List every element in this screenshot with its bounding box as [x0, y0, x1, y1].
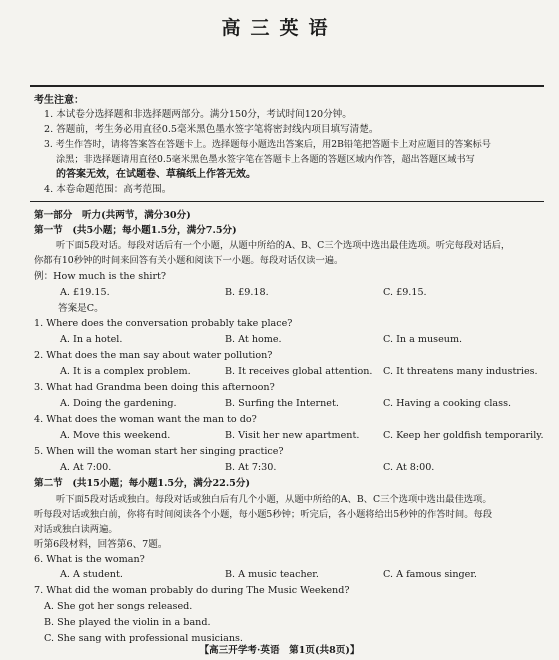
question-5: 5. When will the woman start her singing practice? — [34, 446, 284, 457]
q7-option-b: B. She played the violin in a band. — [44, 617, 211, 628]
title-rule — [30, 85, 544, 87]
question-4: 4. What does the woman want the man to do? — [34, 414, 257, 425]
q2-option-c: C. It threatens many industries. — [383, 366, 538, 377]
notice-item: 2. 答题前，考生务必用直径0.5毫米黑色墨水签字笔将密封线内项目填写清楚。 — [44, 124, 379, 135]
question-6: 6. What is the woman? — [34, 554, 145, 565]
q2-option-b: B. It receives global attention. — [225, 366, 373, 377]
section2-instructions: 对话或独白读两遍。 — [34, 524, 118, 535]
q4-option-b: B. Visit her new apartment. — [225, 430, 360, 441]
q7-option-c: C. She sang with professional musicians. — [44, 633, 243, 644]
notice-item: 的答案无效，在试题卷、草稿纸上作答无效。 — [56, 169, 256, 180]
q1-option-c: C. In a museum. — [383, 334, 463, 345]
q5-option-a: A. At 7:00. — [60, 462, 112, 473]
question-3: 3. What had Grandma been doing this afternoon? — [34, 382, 275, 393]
section1-instructions: 听下面5段对话。每段对话后有一个小题，从题中所给的A、B、C三个选项中选出最佳选项。听完每段对话后， — [56, 240, 511, 251]
q6-option-b: B. A music teacher. — [225, 569, 319, 580]
q6-option-a: A. A student. — [60, 569, 123, 580]
q3-option-a: A. Doing the gardening. — [60, 398, 177, 409]
q3-option-b: B. Surfing the Internet. — [225, 398, 339, 409]
example-answer: 答案是C。 — [58, 303, 104, 314]
notice-item: 4. 本卷命题范围：高考范围。 — [44, 184, 172, 195]
notice-item: 1. 本试卷分选择题和非选择题两部分。满分150分，考试时间120分钟。 — [44, 109, 352, 120]
part1-heading: 第一部分 听力(共两节，满分30分) — [34, 210, 191, 221]
q4-option-a: A. Move this weekend. — [60, 430, 171, 441]
example-option-b: B. £9.18. — [225, 287, 269, 298]
q2-option-a: A. It is a complex problem. — [60, 366, 191, 377]
notice-heading: 考生注意： — [34, 95, 84, 106]
question-2: 2. What does the man say about water pollution? — [34, 350, 273, 361]
section1-instructions: 你都有10秒钟的时间来回答有关小题和阅读下一小题。每段对话仅读一遍。 — [34, 255, 344, 266]
notice-item: 3. 考生作答时，请将答案答在答题卡上。选择题每小题选出答案后，用2B铅笔把答题卡上对应题目的答案标号 — [44, 139, 491, 150]
page-title: 高三英语 — [221, 17, 338, 39]
question-7: 7. What did the woman probably do during The Music Weekend? — [34, 585, 350, 596]
q5-option-c: C. At 8:00. — [383, 462, 435, 473]
notice-rule — [30, 201, 544, 202]
example-option-c: C. £9.15. — [383, 287, 427, 298]
q6-option-c: C. A famous singer. — [383, 569, 477, 580]
section2-instructions: 听每段对话或独白前，你将有时间阅读各个小题，每小题5秒钟；听完后，各小题将给出5秒钟的作答时间。每段 — [34, 509, 493, 520]
question-1: 1. Where does the conversation probably take place? — [34, 318, 293, 329]
page-footer: 【高三开学考·英语 第1页(共8页)】 — [199, 645, 360, 656]
example-option-a: A. £19.15. — [60, 287, 110, 298]
notice-item: 涂黑；非选择题请用直径0.5毫米黑色墨水签字笔在答题卡上各题的答题区域内作答，超出答题区域书写 — [56, 154, 475, 165]
q1-option-b: B. At home. — [225, 334, 282, 345]
material-6-heading: 听第6段材料，回答第6、7题。 — [34, 539, 168, 550]
q4-option-c: C. Keep her goldfish temporarily. — [383, 430, 544, 441]
section1-heading: 第一节 (共5小题；每小题1.5分，满分7.5分) — [34, 225, 237, 236]
q3-option-c: C. Having a cooking class. — [383, 398, 512, 409]
example-question: 例：How much is the shirt? — [34, 271, 167, 282]
section2-heading: 第二节 (共15小题；每小题1.5分，满分22.5分) — [34, 478, 250, 489]
q7-option-a: A. She got her songs released. — [44, 601, 193, 612]
section2-instructions: 听下面5段对话或独白。每段对话或独白后有几个小题，从题中所给的A、B、C三个选项中选出最佳选项。 — [56, 494, 492, 505]
q5-option-b: B. At 7:30. — [225, 462, 277, 473]
q1-option-a: A. In a hotel. — [60, 334, 123, 345]
